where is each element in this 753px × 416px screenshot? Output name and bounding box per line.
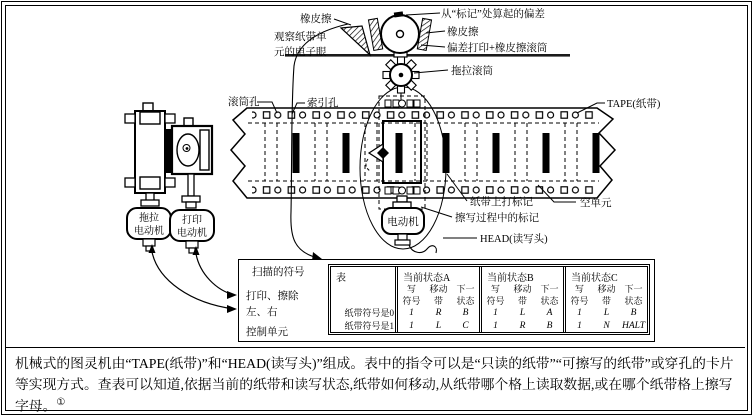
tape-mark bbox=[493, 133, 500, 173]
print-motor-cable bbox=[196, 254, 234, 295]
drag-motor-label-1: 拖拉 bbox=[139, 213, 159, 224]
figure-caption bbox=[6, 347, 745, 414]
roller-hole-label: 滚筒孔 bbox=[228, 97, 260, 108]
state-table bbox=[328, 264, 650, 335]
drag-roller-label: 拖拉滚筒 bbox=[451, 66, 493, 77]
scanned-symbol-label: 扫描的符号 bbox=[252, 267, 305, 278]
eraser-pad-left bbox=[368, 18, 382, 50]
eraser-left-label: 橡皮擦 bbox=[300, 14, 332, 25]
state-name: 当前状态C bbox=[571, 273, 618, 284]
tape-mark bbox=[593, 133, 600, 173]
head-motor-label: 电动机 bbox=[387, 217, 419, 228]
table-row: 1 R B bbox=[493, 320, 553, 331]
index-hole-label: 索引孔 bbox=[307, 98, 339, 109]
state-name: 当前状态B bbox=[487, 273, 534, 284]
tape-mark bbox=[543, 133, 550, 173]
current-cell-mark bbox=[396, 133, 403, 173]
print-erase-label: 打印、擦除 bbox=[246, 291, 299, 302]
state-column-c bbox=[563, 267, 647, 332]
control-unit-label: 控制单元 bbox=[246, 327, 288, 338]
table-row: 1 R B bbox=[409, 308, 469, 318]
subcol-write: 写 符号 bbox=[402, 284, 421, 306]
row-header-symbol-1: 纸带符号是1 bbox=[344, 320, 394, 331]
head-gripper-bottom bbox=[385, 187, 420, 194]
mark-in-progress-label: 擦写过程中的标记 bbox=[455, 213, 539, 224]
subcol-move: 移动 带 bbox=[597, 284, 616, 306]
head-name-label: HEAD(读写头) bbox=[480, 234, 548, 245]
state-column-a bbox=[395, 267, 479, 332]
control-unit-box bbox=[238, 259, 655, 342]
state-column-b bbox=[479, 267, 563, 332]
eraser-cone bbox=[341, 26, 370, 55]
head-motor-tab bbox=[395, 234, 410, 245]
subcol-move: 移动 带 bbox=[513, 284, 532, 306]
print-motor-label-1: 打印 bbox=[182, 215, 202, 226]
tape-mark bbox=[293, 133, 300, 173]
print-motor-label-2: 电动机 bbox=[177, 228, 207, 239]
sprocket-holes-top bbox=[252, 110, 596, 120]
printer-drum-assembly bbox=[172, 118, 212, 174]
table-row: 1 L C bbox=[409, 320, 469, 331]
tape-band bbox=[231, 108, 615, 198]
subcol-next: 下一 状态 bbox=[624, 284, 643, 306]
caption-text: 机械式的图灵机由“TAPE(纸带)”和“HEAD(读写头)”组成。表中的指令可以是“只读的纸带”“可擦写的纸带”或穿孔的卡片等实现方式。查表可以知道,依据当前的纸带和读写状态,纸带如何移动,从纸带哪个格上读取数据,或在哪个纸带格上擦写字母。 bbox=[15, 356, 734, 414]
subcol-next: 下一 状态 bbox=[540, 284, 559, 306]
offset-print-roller-label: 偏差打印+橡皮擦滚筒 bbox=[447, 43, 548, 54]
tape-mark bbox=[343, 133, 350, 173]
mark-on-tape-label: 纸带上打标记 bbox=[470, 197, 533, 208]
wheel-hub bbox=[397, 31, 404, 38]
table-label-column bbox=[331, 267, 395, 332]
cable-arrow bbox=[227, 305, 237, 313]
drag-motor-label-2: 电动机 bbox=[134, 226, 164, 237]
top-tape-line bbox=[285, 54, 570, 57]
tape-name-label: TAPE(纸带) bbox=[607, 99, 661, 110]
subcol-next: 下一 状态 bbox=[456, 284, 475, 306]
left-right-label: 左、右 bbox=[246, 307, 278, 318]
head-gripper-top bbox=[385, 100, 420, 107]
table-row: 1 L A bbox=[493, 308, 553, 318]
drag-motor-cable bbox=[152, 252, 234, 309]
cable-arrow bbox=[227, 291, 237, 299]
empty-cell-label: 空单元 bbox=[580, 198, 612, 209]
subcol-write: 写 符号 bbox=[570, 284, 589, 306]
drag-motor-shaft bbox=[141, 193, 159, 206]
head-motor-cable bbox=[409, 245, 436, 253]
subcol-move: 移动 带 bbox=[429, 284, 448, 306]
state-name: 当前状态A bbox=[403, 273, 451, 284]
table-row: 1 N HALT bbox=[577, 320, 646, 331]
offset-from-mark-label: 从“标记”处算起的偏差 bbox=[441, 9, 545, 20]
table-corner-label: 表 bbox=[336, 273, 346, 284]
footnote-mark: ① bbox=[56, 397, 66, 409]
table-row: 1 L B bbox=[577, 308, 637, 318]
subcol-write: 写 符号 bbox=[486, 284, 505, 306]
sprocket-holes-bottom bbox=[252, 185, 596, 195]
drag-roller-hub bbox=[399, 73, 404, 78]
drum-eye-dot bbox=[186, 147, 189, 150]
print-motor-shaft bbox=[182, 174, 200, 208]
electronic-eye-label-2: 元的电子眼 bbox=[274, 47, 327, 58]
electronic-eye-label-1: 观察纸带单 bbox=[274, 32, 327, 43]
row-header-symbol-0: 纸带符号是0 bbox=[344, 308, 394, 318]
eraser-right-label: 橡皮擦 bbox=[447, 27, 479, 38]
